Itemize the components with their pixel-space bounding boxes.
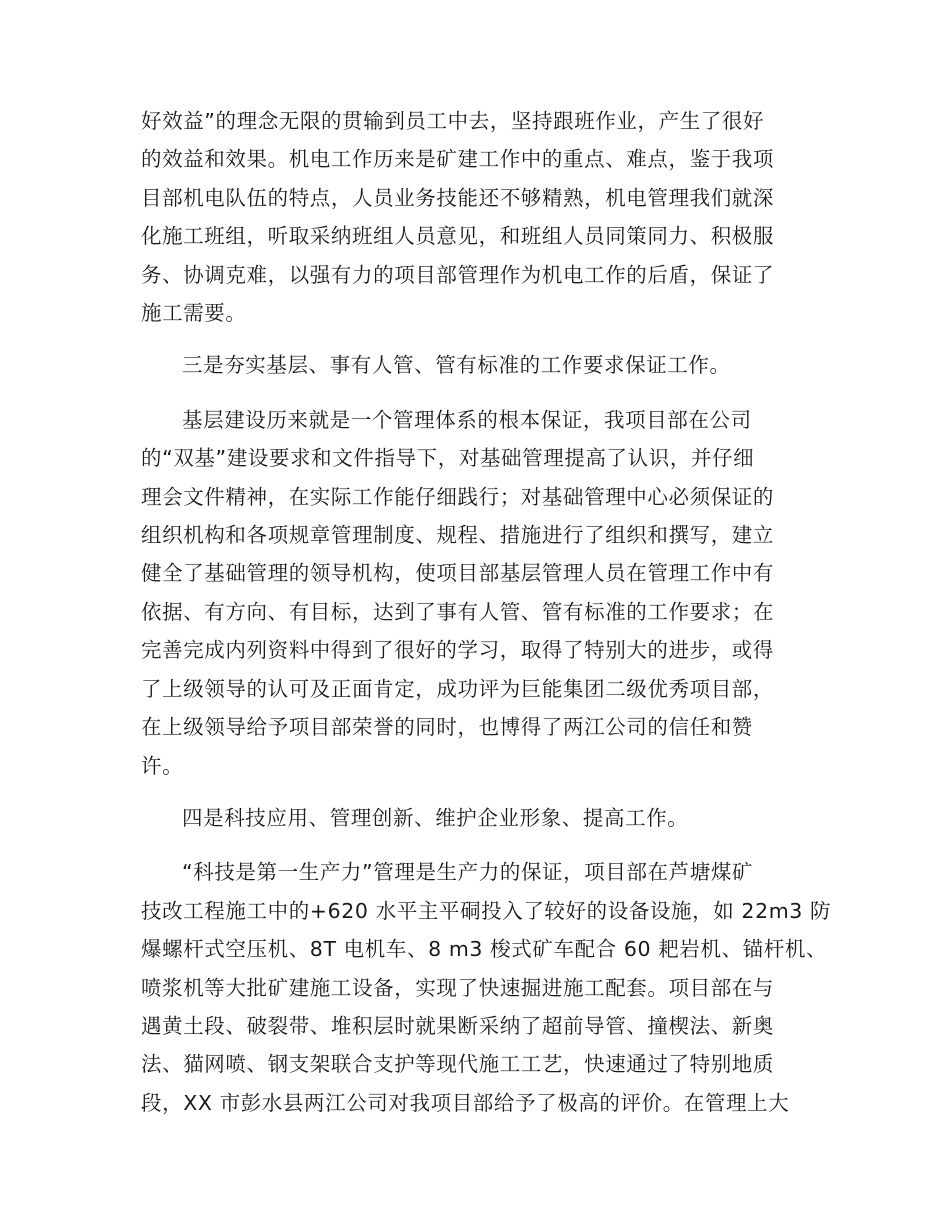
text-line: 技改工程施工中的+620 水平主平硐投入了较好的设备设施，如 22m3 防 — [141, 898, 832, 923]
text-line: 目部机电队伍的特点，人员业务技能还不够精熟，机电管理我们就深 — [141, 185, 774, 210]
document-body — [141, 102, 832, 1122]
text-line: 三是夯实基层、事有人管、管有标准的工作要求保证工作。 — [182, 353, 731, 378]
text-line: 法、猫网喷、钢支架联合支护等现代施工工艺，快速通过了特别地质 — [141, 1052, 774, 1077]
text-line: 的“双基”建设要求和文件指导下，对基础管理提高了认识，并仔细 — [141, 446, 755, 471]
text-line: 施工需要。 — [141, 301, 247, 326]
text-line: 在上级领导给予项目部荣誉的同时，也博得了两江公司的信任和赞 — [141, 715, 753, 740]
text-line: 好效益”的理念无限的贯输到员工中去，坚持跟班作业，产生了很好 — [141, 109, 765, 133]
text-line: 爆螺杆式空压机、8T 电机车、8 m3 梭式矿车配合 60 耙岩机、锚杆机、 — [141, 937, 828, 962]
text-line: 完善完成内列资料中得到了很好的学习，取得了特别大的进步，或得 — [141, 638, 774, 663]
paragraph-mechanical-work — [141, 102, 801, 332]
paragraph-technology-application — [141, 853, 832, 1122]
text-line: 的效益和效果。机电工作历来是矿建工作中的重点、难点，鉴于我项 — [141, 147, 774, 172]
section-heading-three — [141, 346, 801, 384]
text-line: 健全了基础管理的领导机构，使项目部基层管理人员在管理工作中有 — [141, 561, 774, 586]
text-line: 化施工班组，听取采纳班组人员意见，和班组人员同策同力、积极服 — [141, 224, 774, 249]
text-line: 四是科技应用、管理创新、维护企业形象、提高工作。 — [182, 805, 689, 830]
section-heading-four — [141, 799, 801, 837]
text-line: 喷浆机等大批矿建施工设备，实现了快速掘进施工配套。项目部在与 — [141, 975, 774, 1000]
text-line: “科技是第一生产力”管理是生产力的保证，项目部在芦塘煤矿 — [182, 860, 754, 885]
text-line: 遇黄土段、破裂带、堆积层时就果断采纳了超前导管、撞楔法、新奥 — [141, 1013, 774, 1038]
text-line: 基层建设历来就是一个管理体系的根本保证，我项目部在公司 — [182, 407, 752, 432]
text-line: 许。 — [141, 753, 184, 778]
text-line: 理会文件精神，在实际工作能仔细践行；对基础管理中心必须保证的 — [141, 484, 774, 509]
text-line: 段，XX 市彭水县两江公司对我项目部给予了极高的评价。在管理上大 — [141, 1090, 790, 1115]
text-line: 了上级领导的认可及正面肯定，成功评为巨能集团二级优秀项目部， — [141, 676, 774, 701]
text-line: 组织机构和各项规章管理制度、规程、措施进行了组织和撰写，建立 — [141, 523, 774, 548]
text-line: 依据、有方向、有目标，达到了事有人管、管有标准的工作要求；在 — [141, 599, 774, 624]
text-line: 务、协调克难，以强有力的项目部管理作为机电工作的后盾，保证了 — [141, 262, 774, 287]
paragraph-grassroots-construction — [141, 401, 801, 785]
